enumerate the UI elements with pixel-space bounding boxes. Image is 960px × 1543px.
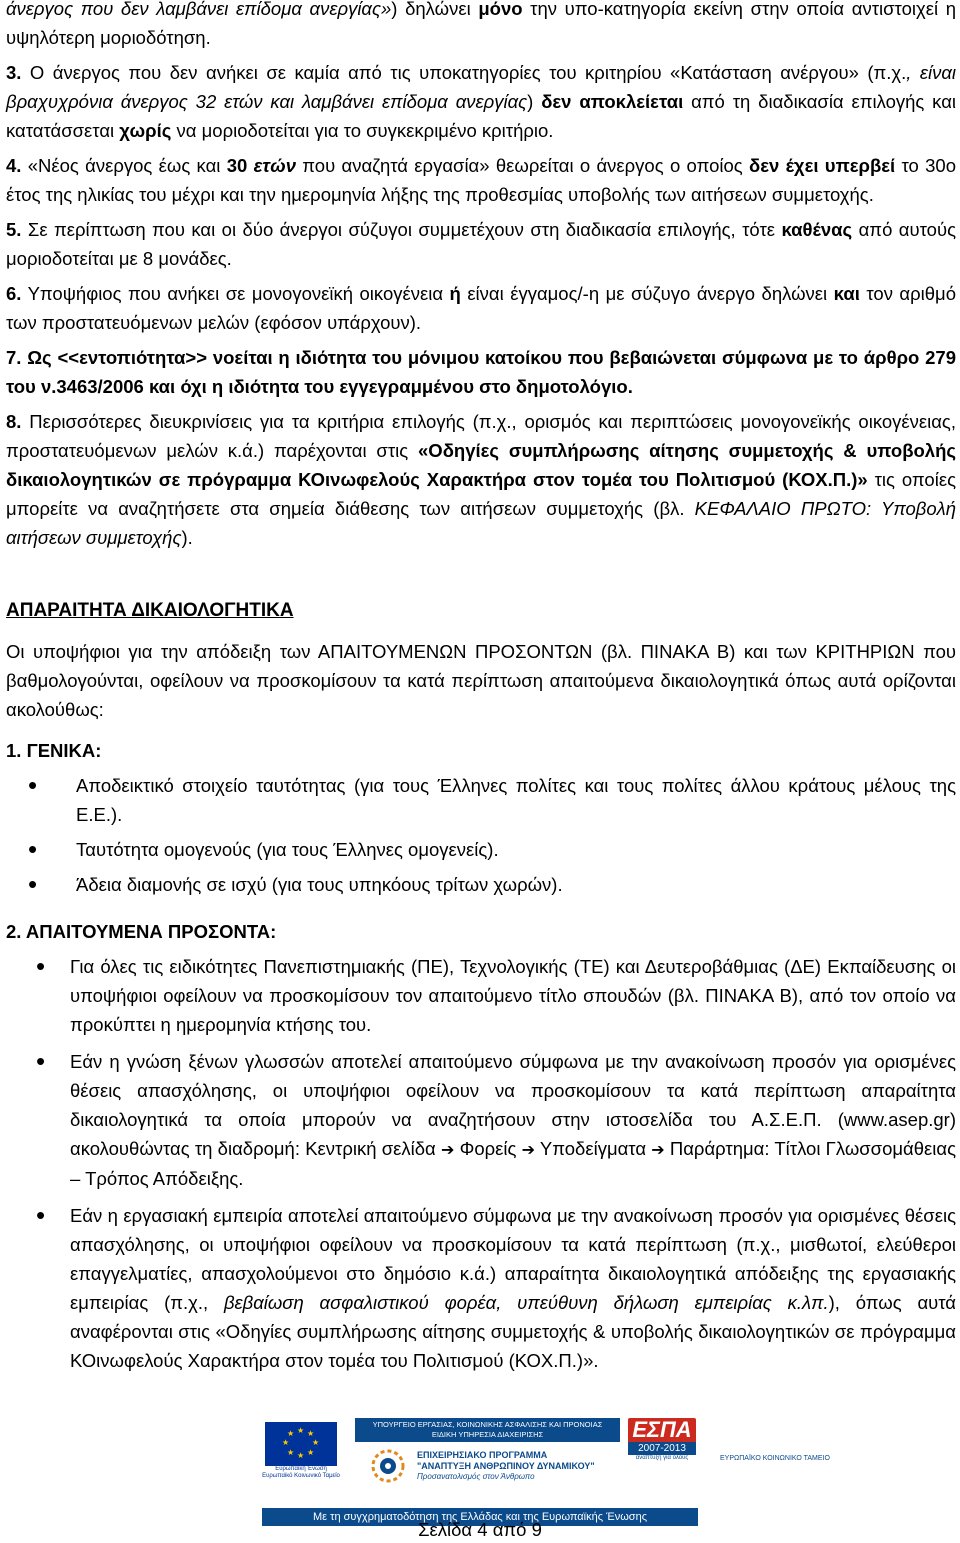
item-3-number: 3.: [6, 62, 22, 83]
item-6-text-c: είναι έγγαμος/-η με σύζυγο άνεργο δηλώνει: [460, 283, 834, 304]
top-bold: μόνο: [478, 0, 523, 19]
item-3-text-c: ): [527, 91, 542, 112]
arrow-right-icon: ➔: [521, 1140, 536, 1159]
item-4-number: 4.: [6, 155, 22, 176]
documents-intro: Οι υποψήφιοι για την απόδειξη των ΑΠΑΙΤΟΥΜΕΝΩΝ ΠΡΟΣΟΝΤΩΝ (βλ. ΠΙΝΑΚΑ Β) και των ΚΡΙΤΗΡΙΩΝ που βαθμολογούνται, οφείλουν να προσκομίσουν τα κατά περίπτωση απαιτούμενα δικαιολογητικά όπως αυτά ορίζονται ακολούθως:: [6, 641, 956, 720]
top-text: ) δηλώνει: [391, 0, 479, 19]
item-8-text-a: Περισσότερες διευκρινίσεις για τα κριτήρια επιλογής (π.χ., ορισμός και περιπτώσεις μονογονεϊκής οικογένειας, προστατευόμενων μελών κ.ά.) παρέχονται στις: [6, 411, 956, 461]
ministry-name: ΥΠΟΥΡΓΕΙΟ ΕΡΓΑΣΙΑΣ, ΚΟΙΝΩΝΙΚΗΣ ΑΣΦΑΛΙΣΗΣ ΚΑΙ ΠΡΟΝΟΙΑΣ: [372, 1420, 603, 1429]
req2-text-c: Υποδείγματα: [535, 1138, 652, 1159]
ministry-service: ΕΙΔΙΚΗ ΥΠΗΡΕΣΙΑ ΔΙΑΧΕΙΡΙΣΗΣ: [431, 1430, 544, 1439]
eu-caption-2: Ευρωπαϊκό Κοινωνικό Ταμείο: [262, 1473, 340, 1479]
program-emblem-icon: [367, 1446, 409, 1486]
item-3-text-g: να μοριοδοτείται για το συγκεκριμένο κριτήριο.: [171, 120, 554, 141]
arrow-right-icon: ➔: [651, 1140, 665, 1159]
paragraph-top: [6, 0, 956, 52]
page-number: Σελίδα 4 από 9: [418, 1519, 542, 1540]
item-7: 7. Ως <<εντοπιότητα>> νοείται η ιδιότητα του μόνιμου κατοίκου που βεβαιώνεται σύμφωνα με το άρθρο 279 του ν.3463/2006 και όχι η ιδιότητα του εγγεγραμμένου στο δημοτολόγιο.: [6, 347, 956, 397]
item-4: [6, 151, 956, 209]
item-5-number: 5.: [6, 219, 22, 240]
item-8-italic-ref: ΚΕΦΑΛΑΙΟ ΠΡΩΤΟ: Υποβολή αιτήσεων συμμετοχής: [6, 498, 956, 548]
list-item: • Άδεια διαμονής σε ισχύ (για τους υπηκόους τρίτων χωρών).: [6, 870, 956, 899]
list-item: • Αποδεικτικό στοιχείο ταυτότητας (για τους Έλληνες πολίτες και τους πολίτες άλλου κράτους μέλους της Ε.Ε.).: [6, 771, 956, 829]
item-8-bold-guide: «Οδηγίες συμπλήρωσης αίτησης συμμετοχής & υποβολής δικαιολογητικών σε πρόγραμμα ΚΟινωφελούς Χαρακτήρα στον τομέα του Πολιτισμού (ΚΟΧ.Π.)»: [6, 440, 956, 490]
item-5-text-c: από αυτούς μοριοδοτείται με 8 μονάδες.: [6, 219, 956, 269]
espa-caption: ανάπτυξη για όλους: [635, 1455, 689, 1461]
item-6: [6, 279, 956, 337]
program-title: "ΑΝΑΠΤΥΞΗ ΑΝΘΡΩΠΙΝΟΥ ΔΥΝΑΜΙΚΟΥ": [417, 1461, 595, 1471]
ministry-bar: [355, 1418, 620, 1442]
item-4-text-d: που αναζητά εργασία» θεωρείται ο άνεργος ο οποίος: [295, 155, 749, 176]
espa-logo: [628, 1418, 696, 1478]
item-8-number: 8.: [6, 411, 22, 432]
cofinancing-bar: Με τη συγχρηματοδότηση της Ελλάδας και της Ευρωπαϊκής Ένωσης: [262, 1508, 698, 1526]
item-8: [6, 407, 956, 552]
item-4-text-f: το 30ο έτος της ηλικίας του μέχρι και την ημερομηνία λήξης της προθεσμίας υποβολής των αιτήσεων συμμετοχής.: [6, 155, 957, 205]
item-8-text-e: ).: [181, 527, 193, 548]
item-3-bold-f: χωρίς: [119, 120, 172, 141]
top-italic: άνεργος που δεν λαμβάνει επίδομα ανεργίας»: [6, 0, 392, 19]
requirements-list: [6, 952, 956, 1375]
espa-years: 2007-2013: [628, 1442, 696, 1455]
item-6-number: 6.: [6, 283, 22, 304]
item-5: [6, 215, 956, 273]
program-text: [409, 1450, 595, 1482]
req2-text-d: Παράρτημα: Τίτλοι Γλωσσομάθειας – Τρόπος Απόδειξης.: [70, 1138, 956, 1189]
item-5-text-a: Σε περίπτωση που και οι δύο άνεργοι σύζυγοι συμμετέχουν στη διαδικασία επιλογής, τότε: [21, 219, 782, 240]
item-6-text-e: τον αριθμό των προστατευόμενων μελών (εφόσον υπάρχουν).: [6, 283, 956, 333]
item-6-text-a: Υποψήφιος που ανήκει σε μονογονεϊκή οικογένεια: [21, 283, 450, 304]
eu-flag-icon: ★ ★ ★ ★ ★ ★ ★ ★: [265, 1422, 337, 1466]
item-3: [6, 58, 956, 145]
list-item: [6, 1201, 956, 1375]
item-8-text-c: τις οποίες μπορείτε να αναζητήσετε στα σημεία διάθεσης των αιτήσεων συμμετοχής (βλ.: [6, 469, 956, 519]
req3-text-a: Εάν η εργασιακή εμπειρία αποτελεί απαιτούμενο σύμφωνα με την ανακοίνωση προσόν για ορισμένες θέσεις απασχόλησης, οι υποψήφιοι οφείλουν να προσκομίσουν τα κατά περίπτωση (π.χ., μισθωτοί, ελεύθεροι επαγγελματίες, απασχολούμενοι στο δημόσιο κ.ά.) απαραίτητα δικαιολογητικά απόδειξης της εργασιακής εμπειρίας (π.χ.,: [70, 1205, 956, 1313]
program-name: ΕΠΙΧΕΙΡΗΣΙΑΚΟ ΠΡΟΓΡΑΜΜΑ: [417, 1450, 548, 1460]
item-3-text-a: Ο άνεργος που δεν ανήκει σε καμία από τις υποκατηγορίες του κριτηρίου «Κατάσταση ανέργου» (π.χ.: [21, 62, 907, 83]
top-text-end: την υπο-κατηγορία εκείνη στην οποία αντιστοιχεί η υψηλότερη μοριοδότηση.: [6, 0, 956, 48]
document-body: [6, 0, 956, 1383]
espa-word: ΕΣΠΑ: [632, 1417, 692, 1442]
req2-text-a: Εάν η γνώση ξένων γλωσσών αποτελεί απαιτούμενο σύμφωνα με την ανακοίνωση προσόν για ορισμένες θέσεις απασχόλησης, οι υποψήφιοι οφείλουν να προσκομίσουν τα κατά περίπτωση απαραίτητα δικαιολογητικά τα οποία μπορούν να αναζητήσουν στην ιστοσελίδα του Α.Σ.Ε.Π. (www.asep.gr) ακολουθώντας τη διαδρομή: Κεντρική σελίδα: [70, 1051, 956, 1159]
espa-box: [628, 1418, 696, 1455]
item-5-bold: καθένας: [781, 219, 853, 240]
item-3-text-e: από τη διαδικασία επιλογής και κατατάσσεται: [6, 91, 957, 141]
item-6-bold-b: ή: [449, 283, 461, 304]
item-4-bold-age: 30: [226, 155, 248, 176]
general-list: [6, 771, 956, 899]
requirements-section-title: 2. ΑΠΑΙΤΟΥΜΕΝΑ ΠΡΟΣΟΝΤΑ:: [6, 921, 277, 942]
req3-text-c: ), όπως αυτά αναφέρονται στις «Οδηγίες συμπλήρωσης αίτησης συμμετοχής & υποβολής δικαιολογητικών σε πρόγραμμα ΚΟινωφελούς Χαρακτήρα στον τομέα του Πολιτισμού (ΚΟΧ.Π.)».: [70, 1292, 957, 1371]
eu-flag-logo: [262, 1422, 340, 1477]
list-item: [6, 1047, 956, 1193]
eu-caption: Ευρωπαϊκή Ένωση: [275, 1466, 327, 1472]
program-motto: Προσανατολισμός στον Άνθρωπο: [417, 1472, 535, 1481]
item-3-bold-d: δεν αποκλείεται: [541, 91, 684, 112]
req2-text-b: Φορείς: [454, 1138, 522, 1159]
program-row: [355, 1446, 620, 1486]
arrow-right-icon: ➔: [440, 1140, 455, 1159]
req3-italic: βεβαίωση ασφαλιστικού φορέα, υπεύθυνη δήλωση εμπειρίας κ.λπ.: [223, 1292, 829, 1313]
item-6-bold-d: και: [833, 283, 860, 304]
list-item: • Ταυτότητα ομογενούς (για τους Έλληνες ομογενείς).: [6, 835, 956, 864]
item-4-bold-italic: ετών: [253, 155, 296, 176]
item-4-text-a: «Νέος άνεργος έως και: [21, 155, 227, 176]
documents-title: ΑΠΑΡΑΙΤΗΤΑ ΔΙΚΑΙΟΛΟΓΗΤΙΚΑ: [6, 600, 294, 621]
ministry-banner-logo: [355, 1418, 620, 1486]
item-4-bold-e: δεν έχει υπερβεί: [748, 155, 896, 176]
general-section-title: 1. ΓΕΝΙΚΑ:: [6, 740, 102, 761]
list-item: • Για όλες τις ειδικότητες Πανεπιστημιακής (ΠΕ), Τεχνολογικής (ΤΕ) και Δευτεροβάθμιας (ΔΕ) Εκπαίδευσης οι υποψήφιοι οφείλουν να προσκομίσουν τον απαιτούμενο τίτλο σπουδών (βλ. ΠΙΝΑΚΑ Β), από τον οποίο να προκύπτει η ημερομηνία κτήσης του.: [6, 952, 956, 1039]
eu-social-fund-label: ΕΥΡΩΠΑΪΚΟ ΚΟΙΝΩΝΙΚΟ ΤΑΜΕΙΟ: [720, 1455, 830, 1462]
item-3-italic: , είναι βραχυχρόνια άνεργος 32 ετών και λαμβάνει επίδομα ανεργίας: [6, 62, 956, 112]
